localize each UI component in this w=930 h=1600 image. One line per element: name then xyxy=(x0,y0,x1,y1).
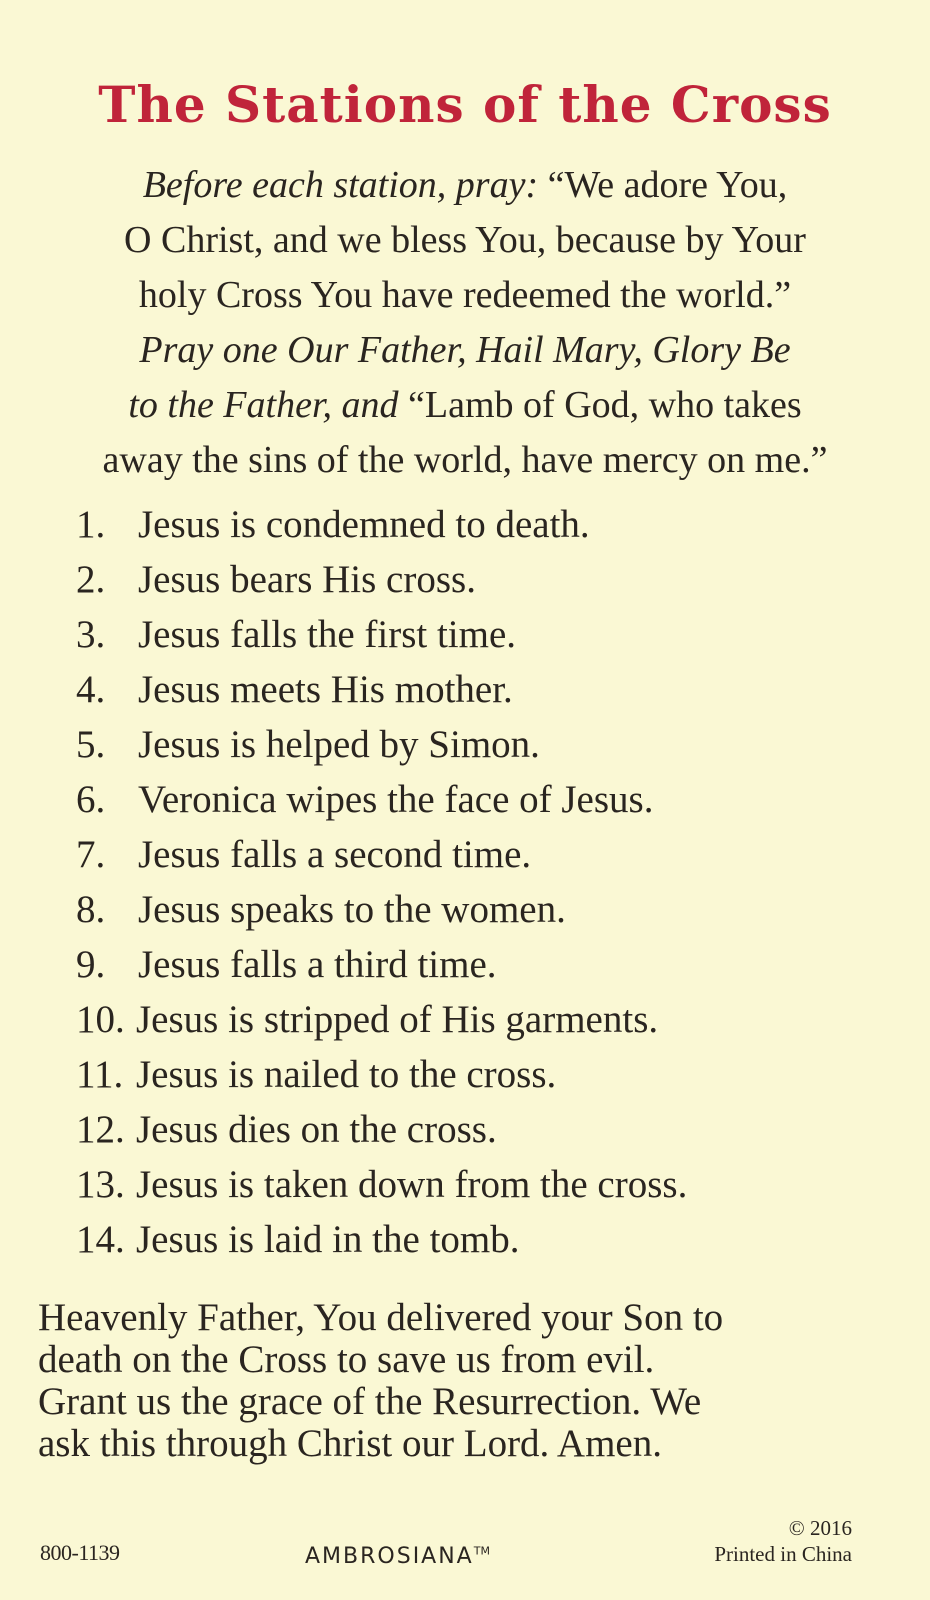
station-text: Jesus bears His cross. xyxy=(138,558,476,601)
station-text: Jesus is condemned to death. xyxy=(138,503,590,546)
intro-instruction: Before each station, pray: xyxy=(142,164,539,206)
intro-line-1: Before each station, pray: “We adore You, xyxy=(142,164,788,206)
station-item xyxy=(76,937,687,992)
station-text: Jesus is taken down from the cross. xyxy=(136,1163,688,1206)
station-text: Jesus is stripped of His garments. xyxy=(136,998,659,1041)
trademark-mark: TM xyxy=(473,1544,490,1558)
station-text: Jesus dies on the cross. xyxy=(136,1108,497,1151)
station-item xyxy=(76,827,687,882)
station-item xyxy=(76,1157,687,1212)
station-number: 8. xyxy=(76,888,106,931)
station-number: 10. xyxy=(76,998,125,1041)
station-number: 11. xyxy=(76,1053,124,1096)
station-text: Veronica wipes the face of Jesus. xyxy=(138,778,654,821)
station-item xyxy=(76,1212,687,1267)
station-text: Jesus falls a third time. xyxy=(138,943,497,986)
station-number: 5. xyxy=(76,723,106,766)
station-item xyxy=(76,882,687,937)
closing-line-2: death on the Cross to save us from evil. xyxy=(38,1338,655,1381)
brand-logo xyxy=(305,1544,490,1569)
brand-name: AMBROSIANA xyxy=(305,1544,474,1569)
intro-line-3: holy Cross You have redeemed the world.” xyxy=(138,274,792,316)
station-number: 4. xyxy=(76,668,106,711)
card-title: The Stations of the Cross xyxy=(98,75,832,134)
item-number: 800-1139 xyxy=(40,1540,120,1565)
station-item xyxy=(76,1047,687,1102)
station-item xyxy=(76,772,687,827)
station-number: 2. xyxy=(76,558,106,601)
origin-notice: Printed in China xyxy=(714,1542,852,1566)
station-number: 6. xyxy=(76,778,106,821)
station-number: 12. xyxy=(76,1108,125,1151)
station-text: Jesus is nailed to the cross. xyxy=(136,1053,557,1096)
closing-prayer xyxy=(38,1297,898,1465)
station-text: Jesus meets His mother. xyxy=(138,668,513,711)
publication-info xyxy=(714,1515,852,1567)
intro-line-4: Pray one Our Father, Hail Mary, Glory Be xyxy=(139,329,791,371)
station-text: Jesus falls a second time. xyxy=(138,833,532,876)
station-number: 14. xyxy=(76,1218,125,1261)
intro-line-2: O Christ, and we bless You, because by Your xyxy=(124,219,806,261)
station-text: Jesus speaks to the women. xyxy=(138,888,566,931)
intro-prayer xyxy=(0,158,930,488)
station-text: Jesus falls the first time. xyxy=(138,613,517,656)
station-text: Jesus is helped by Simon. xyxy=(138,723,540,766)
station-item xyxy=(76,662,687,717)
station-item xyxy=(76,992,687,1047)
closing-line-1: Heavenly Father, You delivered your Son to xyxy=(38,1296,724,1339)
stations-list xyxy=(76,497,687,1267)
station-text: Jesus is laid in the tomb. xyxy=(136,1218,520,1261)
station-number: 7. xyxy=(76,833,106,876)
station-item xyxy=(76,497,687,552)
closing-line-3: Grant us the grace of the Resurrection. We xyxy=(38,1380,702,1423)
station-number: 9. xyxy=(76,943,106,986)
closing-line-4: ask this through Christ our Lord. Amen. xyxy=(38,1422,662,1465)
station-number: 3. xyxy=(76,613,106,656)
station-number: 13. xyxy=(76,1163,125,1206)
station-item xyxy=(76,607,687,662)
intro-line-6: away the sins of the world, have mercy on me.” xyxy=(102,439,828,481)
station-item xyxy=(76,552,687,607)
intro-line-5: to the Father, and “Lamb of God, who takes xyxy=(128,384,802,426)
station-number: 1. xyxy=(76,503,106,546)
station-item xyxy=(76,717,687,772)
copyright-notice: © 2016 xyxy=(788,1516,852,1540)
station-item xyxy=(76,1102,687,1157)
